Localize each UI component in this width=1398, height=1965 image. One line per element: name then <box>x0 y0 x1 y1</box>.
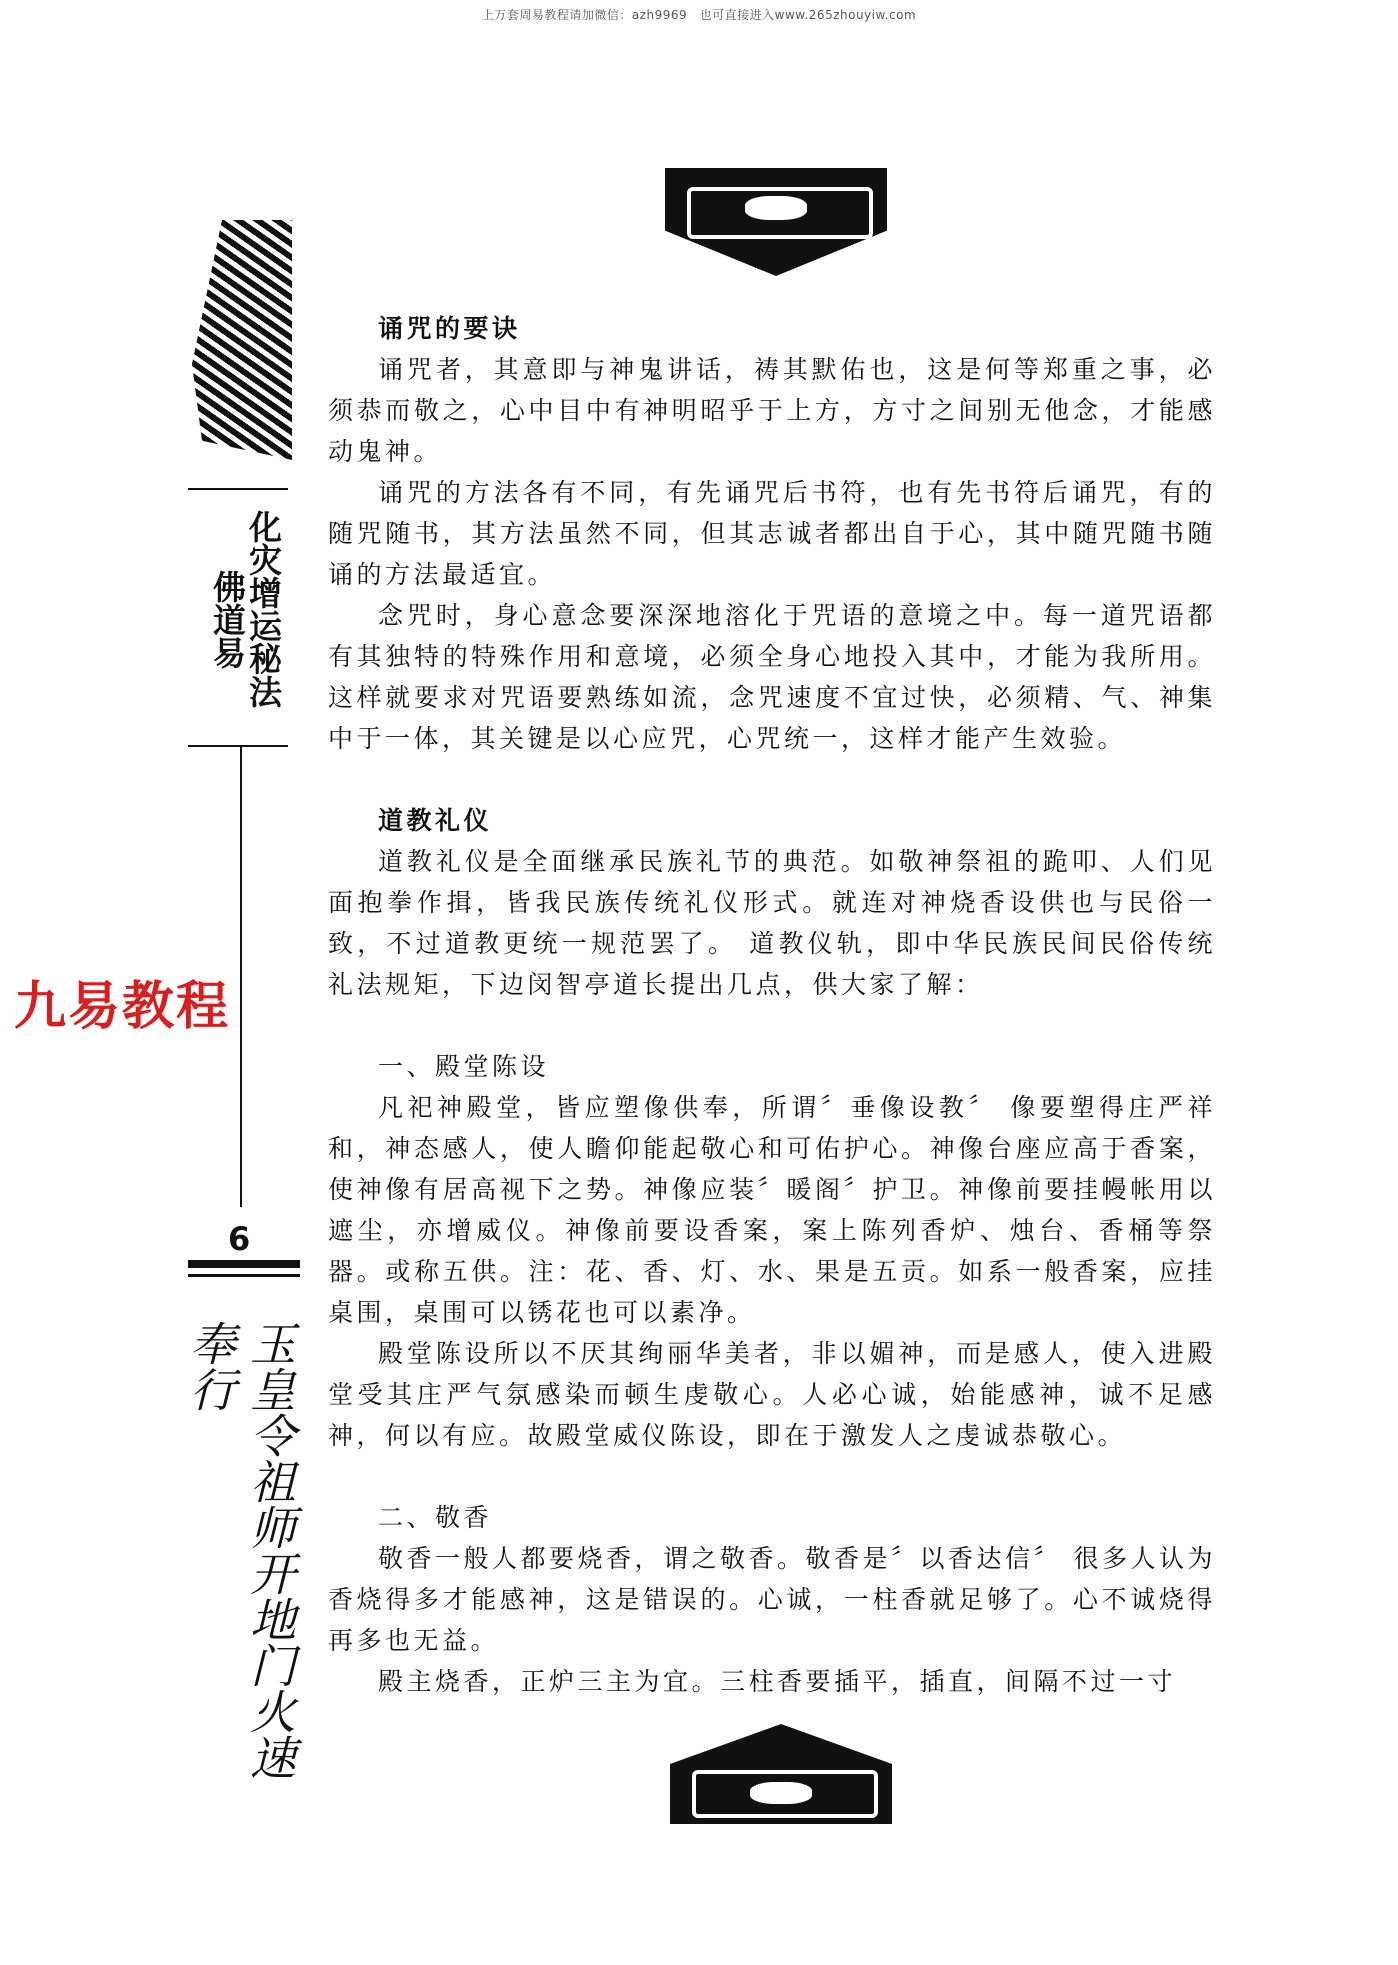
paragraph: 念咒时，身心意念要深深地溶化于咒语的意境之中。每一道咒语都有其独特的特殊作用和意境，必须全身心地投入其中，才能为我所用。这样就要求对咒语要熟练如流，念咒速度不宜过快，必须精、气、神集中于一体，其关键是以心应咒，心咒统一，这样才能产生效验。 <box>328 601 1216 753</box>
main-text <box>328 308 1216 1702</box>
side-vertical-rule <box>240 747 242 1207</box>
paragraph: 殿主烧香，正炉三主为宜。三柱香要插平，插直，间隔不过一寸 <box>378 1667 1177 1696</box>
top-ornament <box>665 168 887 276</box>
ornament-center <box>750 1782 812 1804</box>
talisman-calligraphy: 玉皇令祖师开地门火速奉行 <box>183 1320 297 1780</box>
watermark: 九易教程 <box>14 977 231 1037</box>
paragraph: 凡祀神殿堂，皆应塑像供奉，所谓〞垂像设教〞 像要塑得庄严祥和，神态感人，使人瞻仰能起敬心和可佑护心。神像台座应高于香案，使神像有居高视下之势。神像应装〞暖阁〞护卫。神像前要挂幔帐用以遮尘，亦增威仪。神像前要设香案，案上陈列香炉、烛台、香桶等祭器。或称五供。注：花、香、灯、水、果是五贡。如系一般香案，应挂桌围，桌围可以锈花也可以素净。 <box>328 1093 1216 1327</box>
section-heading: 二、敬香 <box>378 1503 493 1532</box>
bottom-ornament <box>670 1724 892 1824</box>
header-note: 上万套周易教程请加微信：azh9969 也可直接进入www.265zhouyiw.com <box>481 8 917 22</box>
side-rule-top <box>188 488 288 490</box>
ornament-center <box>745 196 807 220</box>
paragraph: 殿堂陈设所以不厌其绚丽华美者，非以媚神，而是感人，使入进殿堂受其庄严气氛感染而顿生虔敬心。人必心诚，始能感神，诚不足感神，何以有应。故殿堂威仪陈设，即在于激发人之虔诚恭敬心。 <box>328 1339 1216 1450</box>
page-number: 6 <box>228 1220 251 1258</box>
page-bar-thick <box>188 1260 300 1268</box>
side-title-main: 化灾增运秘法 <box>244 510 283 708</box>
page-bar-thin <box>188 1274 300 1277</box>
section-heading: 诵咒的要诀 <box>378 314 521 343</box>
section-gap <box>328 1456 1216 1497</box>
paragraph: 道教礼仪是全面继承民族礼节的典范。如敬神祭祖的跪叩、人们见面抱拳作揖，皆我民族传统礼仪形式。就连对神烧香设供也与民俗一致，不过道教更统一规范罢了。 道教仪轨，即中华民族民间民俗传统礼法规矩，下边闵智亭道长提出几点，供大家了解： <box>328 847 1216 999</box>
paragraph: 诵咒的方法各有不同，有先诵咒后书符，也有先书符后诵咒，有的随咒随书，其方法虽然不同，但其志诚者都出自于心，其中随咒随书随诵的方法最适宜。 <box>328 478 1216 589</box>
side-title-sub: 佛道易 <box>208 570 247 669</box>
side-rule-bottom <box>188 745 288 747</box>
paragraph: 诵咒者，其意即与神鬼讲话，祷其默佑也，这是何等郑重之事，必须恭而敬之，心中目中有神明昭乎于上方，方寸之间别无他念，才能感动鬼神。 <box>328 355 1216 466</box>
section-heading: 一、殿堂陈设 <box>378 1052 550 1081</box>
side-decoration <box>192 220 292 460</box>
section-gap <box>328 1005 1216 1046</box>
section-heading: 道教礼仪 <box>378 806 493 835</box>
paragraph: 敬香一般人都要烧香，谓之敬香。敬香是〞以香达信〞 很多人认为香烧得多才能感神，这是错误的。心诚，一柱香就足够了。心不诚烧得再多也无益。 <box>328 1544 1216 1655</box>
section-gap <box>328 759 1216 800</box>
